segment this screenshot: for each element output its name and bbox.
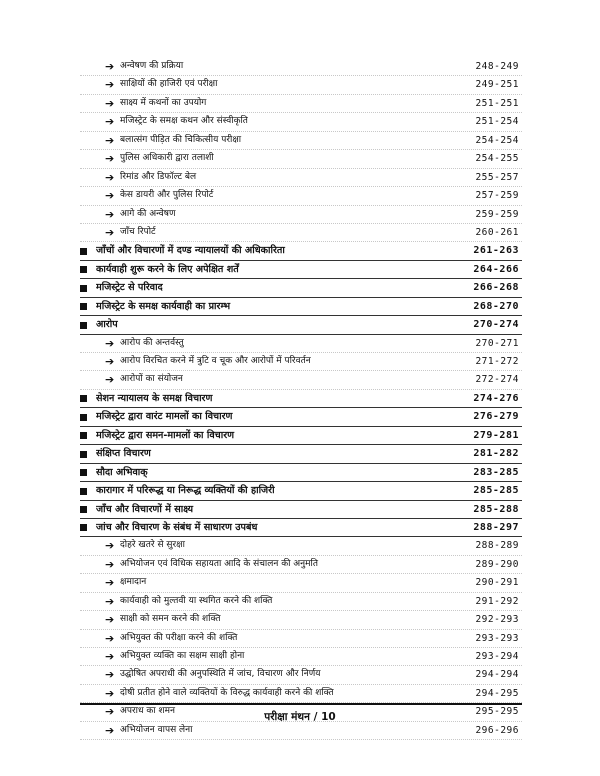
toc-section-row xyxy=(80,464,522,482)
square-bullet-icon xyxy=(80,322,87,329)
toc-section-row xyxy=(80,242,522,260)
toc-entry-title: संक्षिप्त विचारण xyxy=(96,448,151,460)
toc-section-row xyxy=(80,501,522,519)
table-of-contents xyxy=(80,58,522,740)
toc-page-range: 268-270 xyxy=(473,300,519,312)
square-bullet-icon xyxy=(80,303,87,310)
toc-entry-title: कार्यवाही को मुल्तवी या स्थगित करने की शक्ति xyxy=(120,595,273,606)
toc-page-range: 291-292 xyxy=(475,595,519,607)
arrow-right-icon: ➔ xyxy=(105,723,115,737)
toc-page-range: 254-254 xyxy=(475,134,519,146)
toc-entry-title: दोषी प्रतीत होने वाले व्यक्तियों के विरुद्ध कार्यवाही करने की शक्ति xyxy=(120,687,334,698)
arrow-right-icon: ➔ xyxy=(105,557,115,571)
toc-section-row xyxy=(80,316,522,334)
arrow-right-icon: ➔ xyxy=(105,189,115,203)
toc-entry-title: आरोपों का संयोजन xyxy=(120,374,183,385)
toc-subsection-row xyxy=(80,169,522,187)
toc-page-range: 293-294 xyxy=(475,651,519,662)
toc-subsection-row xyxy=(80,648,522,666)
toc-subsection-row xyxy=(80,224,522,242)
toc-entry-title: दोहरे खतरे से सुरक्षा xyxy=(120,540,185,551)
toc-page-range: 281-282 xyxy=(473,448,519,460)
toc-page-range: 292-293 xyxy=(475,614,519,626)
arrow-right-icon: ➔ xyxy=(105,539,115,553)
toc-page-range: 289-290 xyxy=(475,558,519,570)
toc-entry-title: अपराध का शमन xyxy=(120,706,175,717)
toc-entry-title: बलात्संग पीड़ित की चिकित्सीय परीक्षा xyxy=(120,134,242,145)
arrow-right-icon: ➔ xyxy=(105,78,115,92)
toc-subsection-row xyxy=(80,113,522,131)
arrow-right-icon: ➔ xyxy=(105,355,115,368)
toc-section-row xyxy=(80,279,522,297)
toc-subsection-row xyxy=(80,335,522,353)
square-bullet-icon xyxy=(80,395,87,402)
arrow-right-icon: ➔ xyxy=(105,594,115,608)
toc-page-range: 293-293 xyxy=(475,632,519,644)
toc-page-range: 270-271 xyxy=(475,337,519,349)
arrow-right-icon: ➔ xyxy=(105,613,115,627)
toc-section-row xyxy=(80,390,522,408)
toc-subsection-row xyxy=(80,630,522,648)
square-bullet-icon xyxy=(80,451,87,458)
toc-page-range: 266-268 xyxy=(473,282,519,294)
toc-subsection-row xyxy=(80,722,522,740)
square-bullet-icon xyxy=(80,488,87,495)
toc-subsection-row xyxy=(80,371,522,389)
square-bullet-icon xyxy=(80,248,87,255)
toc-entry-title: अन्वेषण की प्रक्रिया xyxy=(120,61,184,71)
toc-subsection-row xyxy=(80,95,522,113)
toc-subsection-row xyxy=(80,187,522,205)
toc-page-range: 264-266 xyxy=(473,263,519,275)
toc-subsection-row xyxy=(80,206,522,224)
toc-section-row xyxy=(80,519,522,537)
arrow-right-icon: ➔ xyxy=(105,576,115,590)
arrow-right-icon: ➔ xyxy=(105,705,115,719)
square-bullet-icon xyxy=(80,506,87,513)
toc-page-range: 271-272 xyxy=(475,356,519,367)
toc-subsection-row xyxy=(80,537,522,555)
toc-entry-title: मजिस्ट्रेट द्वारा वारंट मामलों का विचारण xyxy=(96,411,233,423)
toc-entry-title: जाँच और विचारणों में साक्ष्य xyxy=(96,503,194,515)
toc-entry-title: कार्यवाही शुरू करने के लिए अपेक्षित शर्तें xyxy=(96,263,239,275)
toc-page-range: 294-294 xyxy=(475,669,519,681)
toc-entry-title: अभियोजन वापस लेना xyxy=(120,724,193,735)
page-footer: परीक्षा मंथन / 10 xyxy=(264,711,336,723)
toc-entry-title: साक्षियों की हाजिरी एवं परीक्षा xyxy=(120,79,218,90)
arrow-right-icon: ➔ xyxy=(105,650,115,663)
square-bullet-icon xyxy=(80,469,87,476)
toc-page-range: 296-296 xyxy=(475,724,519,736)
toc-entry-title: मजिस्ट्रेट के समक्ष कार्यवाही का प्रारम्भ xyxy=(96,300,231,312)
toc-page-range: 276-279 xyxy=(473,411,519,423)
arrow-right-icon: ➔ xyxy=(105,152,115,166)
toc-entry-title: केस डायरी और पुलिस रिपोर्ट xyxy=(120,190,214,201)
toc-page-range: 260-261 xyxy=(475,226,519,238)
toc-entry-title: मजिस्ट्रेट द्वारा समन-मामलों का विचारण xyxy=(96,429,235,441)
toc-section-row xyxy=(80,427,522,445)
toc-page-range: 248-249 xyxy=(475,61,519,72)
arrow-right-icon: ➔ xyxy=(105,668,115,682)
toc-subsection-row xyxy=(80,150,522,168)
arrow-right-icon: ➔ xyxy=(105,686,115,700)
toc-entry-title: पुलिस अधिकारी द्वारा तलाशी xyxy=(120,153,214,164)
arrow-right-icon: ➔ xyxy=(105,373,115,387)
toc-subsection-row xyxy=(80,556,522,574)
toc-entry-title: जांच और विचारण के संबंध में साधारण उपबंध xyxy=(96,521,258,533)
toc-page-range: 259-259 xyxy=(475,208,519,220)
toc-page-range: 257-259 xyxy=(475,190,519,202)
toc-section-row xyxy=(80,298,522,316)
toc-entry-title: आरोप की अन्तर्वस्तु xyxy=(120,337,184,348)
toc-page-range: 285-288 xyxy=(473,503,519,515)
arrow-right-icon: ➔ xyxy=(105,133,115,147)
arrow-right-icon: ➔ xyxy=(105,225,115,239)
toc-entry-title: साक्ष्य में कथनों का उपयोग xyxy=(120,97,207,108)
toc-page-range: 249-251 xyxy=(475,79,519,91)
toc-page-range: 251-254 xyxy=(475,116,519,128)
toc-entry-title: आरोप विरचित करने में त्रुटि व चूक और आरोपों में परिवर्तन xyxy=(120,356,311,366)
toc-entry-title: आगे की अन्वेषण xyxy=(120,208,176,219)
arrow-right-icon: ➔ xyxy=(105,336,115,350)
toc-page-range: 251-251 xyxy=(475,97,519,109)
square-bullet-icon xyxy=(80,432,87,439)
toc-page-range: 255-257 xyxy=(475,171,519,183)
toc-entry-title: मजिस्ट्रेट से परिवाद xyxy=(96,282,163,294)
toc-entry-title: क्षमादान xyxy=(120,577,147,588)
arrow-right-icon: ➔ xyxy=(105,115,115,129)
arrow-right-icon: ➔ xyxy=(105,60,115,73)
toc-page-range: 279-281 xyxy=(473,429,519,441)
toc-entry-title: साक्षी को समन करने की शक्ति xyxy=(120,614,221,625)
toc-subsection-row xyxy=(80,611,522,629)
toc-subsection-row xyxy=(80,132,522,150)
toc-page-range: 272-274 xyxy=(475,374,519,386)
toc-entry-title: अभियुक्त की परीक्षा करने की शक्ति xyxy=(120,632,238,643)
toc-entry-title: सौदा अभिवाक् xyxy=(96,466,148,478)
toc-entry-title: सेशन न्यायालय के समक्ष विचारण xyxy=(96,392,213,404)
toc-page-range: 290-291 xyxy=(475,577,519,589)
toc-subsection-row xyxy=(80,76,522,94)
square-bullet-icon xyxy=(80,524,87,531)
toc-page-range: 295-295 xyxy=(475,706,519,718)
toc-entry-title: जाँचों और विचारणों में दण्ड न्यायालयों की अधिकारिता xyxy=(96,245,285,257)
toc-page-range: 274-276 xyxy=(473,392,519,404)
toc-subsection-row xyxy=(80,574,522,592)
toc-page-range: 254-255 xyxy=(475,153,519,165)
toc-subsection-row xyxy=(80,58,522,76)
toc-page-range: 288-289 xyxy=(475,540,519,552)
toc-entry-title: जाँच रिपोर्ट xyxy=(120,226,156,237)
toc-page-range: 270-274 xyxy=(473,319,519,331)
footer-divider xyxy=(80,703,522,705)
toc-entry-title: उद्घोषित अपराधी की अनुपस्थिति में जांच, विचारण और निर्णय xyxy=(120,669,321,680)
toc-entry-title: रिमांड और डिफॉल्ट बेल xyxy=(120,171,197,182)
toc-entry-title: अभियुक्त व्यक्ति का सक्षम साक्षी होना xyxy=(120,651,245,661)
toc-subsection-row xyxy=(80,685,522,703)
arrow-right-icon: ➔ xyxy=(105,207,115,221)
toc-entry-title: मजिस्ट्रेट के समक्ष कथन और संस्वीकृति xyxy=(120,116,248,127)
arrow-right-icon: ➔ xyxy=(105,631,115,645)
toc-page-range: 294-295 xyxy=(475,687,519,699)
square-bullet-icon xyxy=(80,266,87,273)
toc-subsection-row xyxy=(80,593,522,611)
toc-entry-title: कारागार में परिरूद्ध या निरूद्ध व्यक्तियों की हाजिरी xyxy=(96,485,275,497)
square-bullet-icon xyxy=(80,414,87,421)
toc-subsection-row xyxy=(80,353,522,371)
toc-entry-title: आरोप xyxy=(96,319,118,331)
arrow-right-icon: ➔ xyxy=(105,96,115,110)
toc-page-range: 261-263 xyxy=(473,245,519,257)
square-bullet-icon xyxy=(80,285,87,292)
toc-section-row xyxy=(80,445,522,463)
toc-section-row xyxy=(80,261,522,279)
arrow-right-icon: ➔ xyxy=(105,170,115,184)
toc-section-row xyxy=(80,408,522,426)
toc-page-range: 283-285 xyxy=(473,466,519,478)
toc-subsection-row xyxy=(80,666,522,684)
toc-section-row xyxy=(80,482,522,500)
toc-page-range: 288-297 xyxy=(473,521,519,533)
toc-page-range: 285-285 xyxy=(473,485,519,497)
toc-entry-title: अभियोजन एवं विधिक सहायता आदि के संचालन की अनुमति xyxy=(120,558,319,569)
